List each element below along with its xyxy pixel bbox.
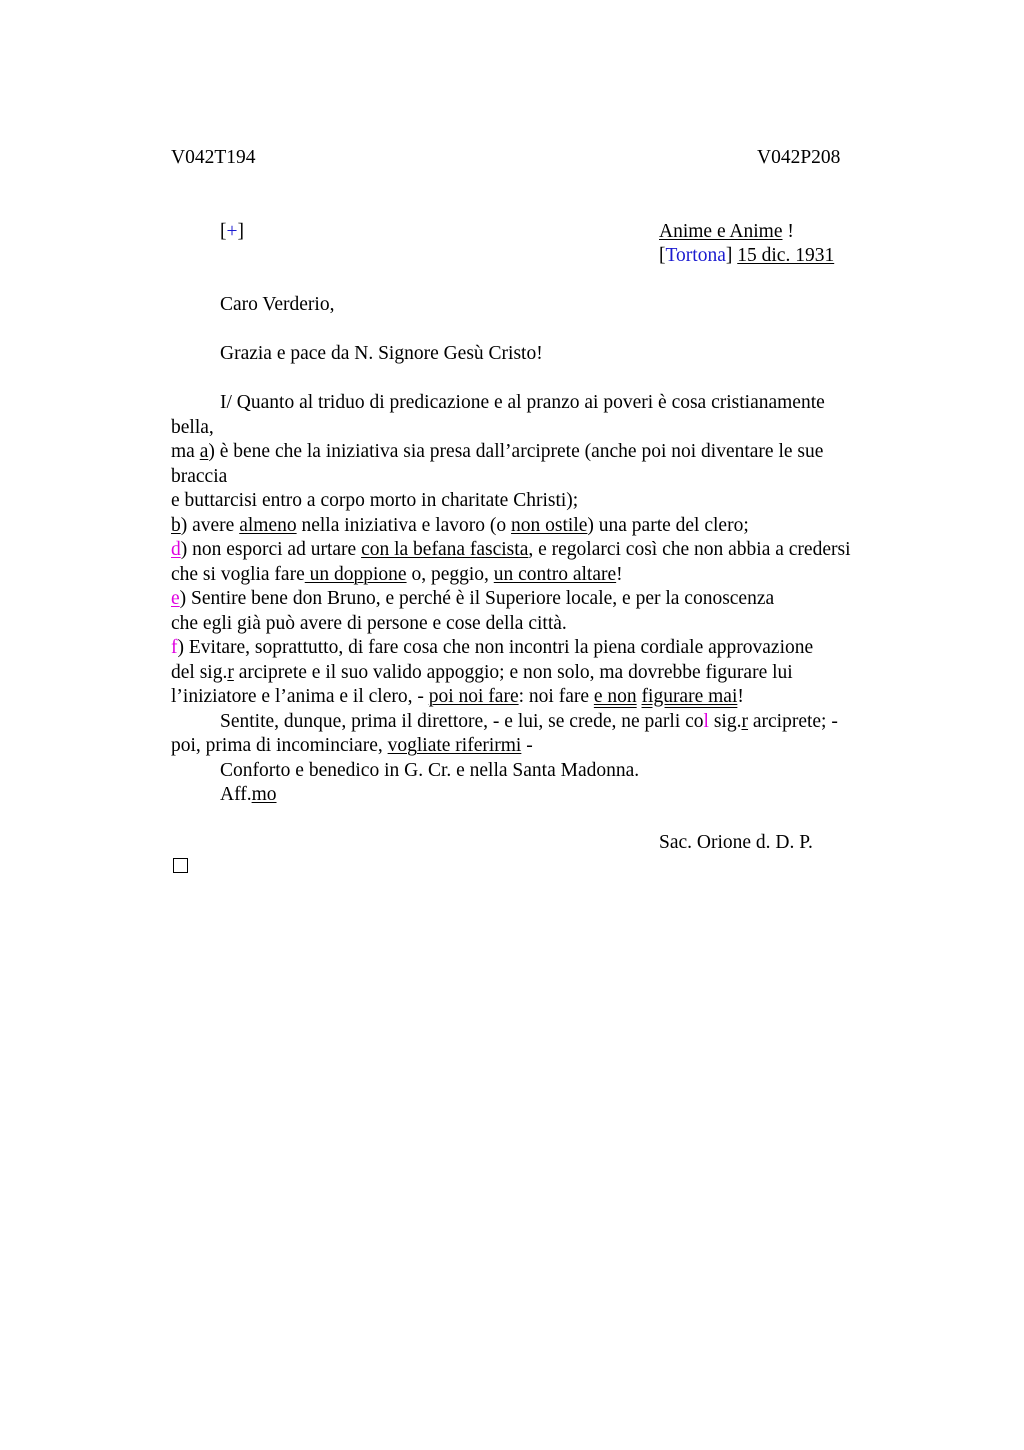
text-span: : noi fare [518, 686, 594, 707]
text-span: ) Sentire bene don Bruno, e perché è il Superiore locale, e per la conoscenza [179, 588, 775, 609]
underlined-text: un contro altare [493, 563, 617, 585]
letter-title [659, 220, 794, 244]
text-span: ) avere [180, 514, 240, 536]
text-span: che si voglia fare [171, 563, 305, 585]
closing-aff [171, 783, 277, 808]
body-line-10: che egli già può avere di persone e cose della città. [171, 612, 567, 634]
body-line-15 [171, 734, 533, 759]
body-line-8 [171, 563, 623, 588]
double-underlined-text: figurare mai [641, 686, 738, 707]
inserted-letter: l [703, 710, 709, 732]
body-line-9 [171, 587, 774, 612]
greeting: Grazia e pace da N. Signore Gesù Cristo! [220, 343, 543, 364]
date: 15 dic. 1931 [737, 245, 835, 266]
text-span: ) Evitare, soprattutto, di fare cosa che non incontri la piena cordiale approvazione [177, 637, 814, 658]
cross-mark [220, 220, 244, 244]
underlined-text: con la befana fascista [361, 539, 529, 560]
place: Tortona [665, 245, 726, 266]
superscript-abbrev: mo [251, 784, 277, 805]
text-span: arciprete; - [747, 710, 838, 732]
text-span: poi, prima di incominciare, [171, 735, 388, 756]
text-span: ) una parte del clero; [587, 514, 749, 536]
text-span: - [521, 735, 533, 756]
place-bracket-open: [ [659, 245, 666, 266]
text-span: Aff. [220, 784, 252, 805]
underlined-text: vogliate riferirmi [387, 735, 522, 756]
title-punct: ! [782, 221, 794, 242]
body-line-4: braccia [171, 465, 228, 487]
double-underlined-text: e non [593, 686, 637, 707]
text-span: ) è bene che la iniziativa sia presa dall’arciprete (anche poi noi diventare le sue [208, 441, 824, 462]
text-span: nella iniziativa e lavoro (o [296, 514, 512, 536]
closing-blessing: Conforto e benedico in G. Cr. e nella Santa Madonna. [220, 759, 640, 781]
salutation: Caro Verderio, [220, 294, 335, 315]
item-letter-d: d [171, 539, 181, 560]
superscript-abbrev: r [227, 661, 234, 683]
underlined-text: non ostile [511, 514, 588, 536]
place-bracket-close: ] [725, 245, 733, 266]
body-line-13 [171, 685, 744, 710]
superscript-abbrev: r [741, 710, 748, 732]
body-line-11 [171, 636, 813, 661]
item-letter-e: e [171, 588, 180, 609]
text-span: l’iniziatore e l’anima e il clero, - [171, 686, 429, 707]
signature: Sac. Orione d. D. P. [659, 832, 813, 853]
underlined-text: almeno [239, 514, 297, 536]
bracket-close: ] [237, 221, 244, 242]
end-marker-box-icon [173, 858, 188, 873]
item-letter-a: a [199, 441, 209, 462]
underlined-text: un doppione [304, 563, 407, 585]
body-line-5: e buttarcisi entro a corpo morto in charitate Christi); [171, 490, 579, 511]
text-span: Sentite, dunque, prima il direttore, - e lui, se crede, ne parli co [220, 710, 704, 732]
text-span: , e regolarci così che non abbia a credersi [528, 539, 851, 560]
text-span: ! [737, 686, 744, 707]
item-letter-b: b [171, 514, 181, 536]
body-line-14 [171, 710, 838, 735]
text-span: ! [616, 563, 623, 585]
text-span: ma [171, 441, 200, 462]
text-span: o, peggio, [406, 563, 494, 585]
document-code-right: V042P208 [757, 147, 841, 168]
cross-icon: + [226, 221, 238, 242]
item-letter-f: f [171, 637, 178, 658]
body-line-7 [171, 538, 851, 563]
text-span: del sig. [171, 661, 228, 683]
body-line-2: bella, [171, 416, 214, 438]
text-span: sig. [708, 710, 742, 732]
title-text: Anime e Anime [659, 221, 783, 242]
body-line-12 [171, 661, 793, 686]
body-line-6 [171, 514, 749, 539]
body-line-3 [171, 440, 823, 465]
place-date [659, 244, 834, 268]
underlined-text: poi noi fare [428, 686, 519, 707]
bracket-open: [ [220, 221, 227, 242]
body-line-1: I/ Quanto al triduo di predicazione e al pranzo ai poveri è cosa cristianamente [220, 392, 825, 413]
text-span: ) non esporci ad urtare [180, 539, 362, 560]
document-code-left: V042T194 [171, 147, 256, 168]
text-span: arciprete e il suo valido appoggio; e non solo, ma dovrebbe figurare lui [233, 661, 793, 683]
